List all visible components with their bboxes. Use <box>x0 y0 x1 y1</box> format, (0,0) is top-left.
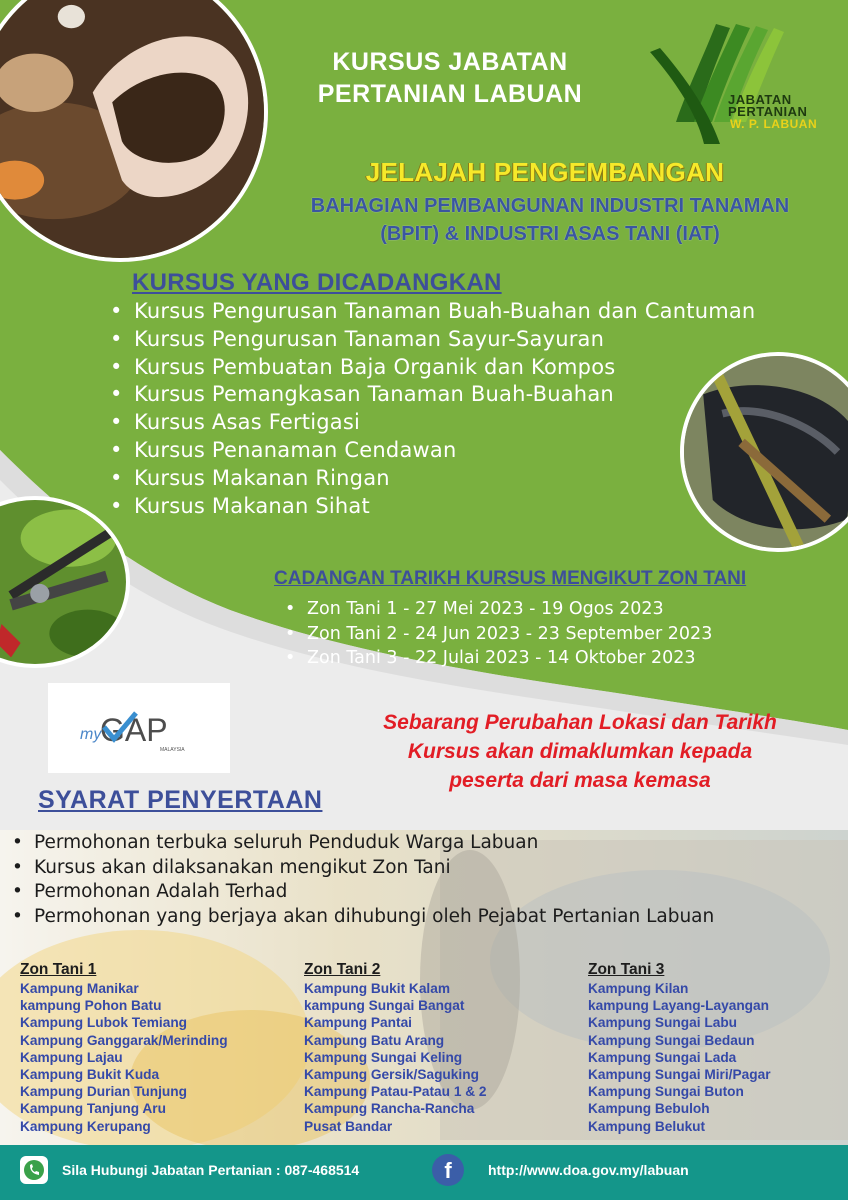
logo-text-jabatan: JABATAN <box>728 92 792 107</box>
facebook-icon[interactable]: f <box>432 1154 464 1186</box>
schedule-item: • Zon Tani 1 - 27 Mei 2023 - 19 Ogos 2023 <box>285 597 712 622</box>
mygap-country-text: MALAYSIA <box>160 747 185 753</box>
notice-line-1: Sebarang Perubahan Lokasi dan Tarikh <box>383 711 777 734</box>
notice-line-2: Kursus akan dimaklumkan kepada <box>407 740 753 763</box>
doa-logo-icon <box>646 22 846 152</box>
requirement-item: • Kursus akan dilaksanakan mengikut Zon Tani <box>12 856 714 881</box>
village-item: Kampung Sungai Miri/Pagar <box>588 1067 771 1083</box>
village-item: kampung Sungai Bangat <box>304 998 465 1014</box>
village-item: Kampung Bukit Kalam <box>304 981 451 996</box>
village-item: Kampung Tanjung Aru <box>20 1101 166 1117</box>
village-item: kampung Pohon Batu <box>20 998 162 1014</box>
village-item: Kampung Sungai Keling <box>304 1049 463 1065</box>
village-item: Kampung Sungai Lada <box>588 1049 737 1065</box>
course-item: • Kursus Makanan Sihat <box>110 493 755 521</box>
course-item: • Kursus Pemangkasan Tanaman Buah-Buahan <box>110 381 755 409</box>
course-item: • Kursus Makanan Ringan <box>110 465 755 493</box>
village-item: Kampung Kerupang <box>20 1118 151 1134</box>
course-item: • Kursus Pembuatan Baja Organik dan Kompos <box>110 354 755 382</box>
village-list <box>588 980 771 1135</box>
village-item: Kampung Kilan <box>588 981 689 996</box>
village-item: Kampung Sungai Buton <box>588 1084 744 1100</box>
mygap-logo <box>48 683 230 773</box>
mygap-logo-icon <box>48 683 230 773</box>
zone-tani-1-column <box>20 960 228 1135</box>
village-list <box>304 980 487 1135</box>
village-item: Kampung Sungai Bedaun <box>588 1032 755 1048</box>
change-notice <box>300 708 848 795</box>
requirement-item: • Permohonan Adalah Terhad <box>12 880 714 905</box>
village-item: Kampung Bukit Kuda <box>20 1067 160 1083</box>
bpit-line-1: BAHAGIAN PEMBANGUNAN INDUSTRI TANAMAN <box>310 195 790 217</box>
bpit-line-2: (BPIT) & INDUSTRI ASAS TANI (IAT) <box>380 223 720 245</box>
zone-heading: Zon Tani 3 <box>588 961 665 978</box>
village-item: Kampung Ganggarak/Merinding <box>20 1032 228 1048</box>
schedule-item: • Zon Tani 3 - 22 Julai 2023 - 14 Oktober 2023 <box>285 646 712 671</box>
zone-tani-3-column <box>588 960 771 1135</box>
subtitle-jelajah: JELAJAH PENGEMBANGAN <box>365 157 725 187</box>
course-item: • Kursus Pengurusan Tanaman Buah-Buahan dan Cantuman <box>110 298 755 326</box>
poster-title-line-2: PERTANIAN LABUAN <box>317 80 583 108</box>
logo-text-labuan: W. P. LABUAN <box>730 117 818 131</box>
zone-heading: Zon Tani 2 <box>304 961 381 978</box>
village-item: Kampung Rancha-Rancha <box>304 1101 475 1117</box>
village-item: Kampung Gersik/Saguking <box>304 1067 479 1083</box>
village-item: Kampung Batu Arang <box>304 1032 445 1048</box>
footer-url-link[interactable]: http://www.doa.gov.my/labuan <box>488 1162 689 1178</box>
requirement-item: • Permohonan terbuka seluruh Penduduk Warga Labuan <box>12 831 714 856</box>
mygap-my-text: my <box>80 726 102 743</box>
village-item: Kampung Manikar <box>20 981 139 996</box>
course-list <box>110 298 755 520</box>
village-item: Kampung Lajau <box>20 1049 123 1065</box>
zone-heading: Zon Tani 1 <box>20 961 97 978</box>
village-item: Kampung Bebuloh <box>588 1101 710 1117</box>
mygap-gap-text: GAP <box>100 712 168 748</box>
village-item: Kampung Durian Tunjung <box>20 1084 188 1100</box>
village-item: Kampung Lubok Temiang <box>20 1015 188 1031</box>
logo-text-pertanian: PERTANIAN <box>728 104 808 119</box>
course-item: • Kursus Pengurusan Tanaman Sayur-Sayuran <box>110 326 755 354</box>
village-list <box>20 980 228 1135</box>
requirements-list <box>12 831 714 929</box>
village-item: Kampung Pantai <box>304 1015 412 1031</box>
notice-line-3: peserta dari masa kemasa <box>449 769 711 792</box>
schedule-item: • Zon Tani 2 - 24 Jun 2023 - 23 September 2023 <box>285 622 712 647</box>
village-item: Pusat Bandar <box>304 1118 393 1134</box>
village-item: Kampung Patau-Patau 1 & 2 <box>304 1084 487 1100</box>
poster-title-line-1: KURSUS JABATAN <box>332 48 568 76</box>
course-item: • Kursus Penanaman Cendawan <box>110 437 755 465</box>
zone-tani-2-column <box>304 960 487 1135</box>
courses-heading: KURSUS YANG DICADANGKAN <box>132 269 502 296</box>
requirements-heading: SYARAT PENYERTAAN <box>38 786 323 814</box>
footer-contact: Sila Hubungi Jabatan Pertanian : 087-468514 <box>62 1162 360 1178</box>
requirement-item: • Permohonan yang berjaya akan dihubungi oleh Pejabat Pertanian Labuan <box>12 905 714 930</box>
phone-icon <box>20 1156 48 1184</box>
village-item: kampung Layang-Layangan <box>588 998 770 1014</box>
course-item: • Kursus Asas Fertigasi <box>110 409 755 437</box>
schedule-list <box>285 597 712 671</box>
village-item: Kampung Sungai Labu <box>588 1015 738 1031</box>
village-item: Kampung Belukut <box>588 1118 706 1134</box>
schedule-heading: CADANGAN TARIKH KURSUS MENGIKUT ZON TANI <box>274 568 747 589</box>
